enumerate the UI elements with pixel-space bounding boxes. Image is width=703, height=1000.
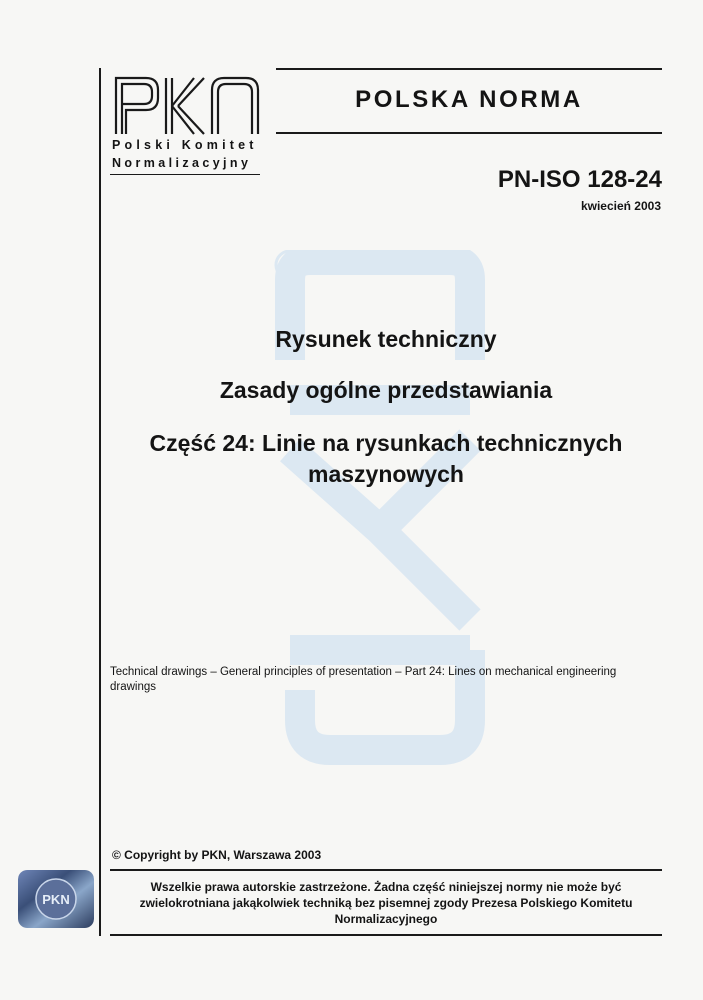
rights-notice: Wszelkie prawa autorskie zastrzeżone. Żadna część niniejszej normy nie może być zwielokrotniana jakąkolwiek techniką bez pisemnej zgody Prezesa Polskiego Komitetu Normalizacyjnego	[139, 880, 633, 926]
norma-label: POLSKA NORMA	[355, 86, 583, 113]
hologram-text: PKN	[42, 892, 70, 907]
hologram-sticker	[18, 870, 94, 928]
left-vertical-rule	[99, 68, 101, 936]
footer-bottom-rule	[110, 934, 662, 936]
top-rule	[276, 68, 662, 70]
org-name-line1: Polski Komitet	[112, 138, 258, 152]
title-line3: Część 24: Linie na rysunkach technicznych	[149, 430, 623, 456]
footer-top-rule	[110, 869, 662, 871]
english-title: Technical drawings – General principles of presentation – Part 24: Lines on mechanical engineering drawings	[110, 666, 617, 693]
title-line1: Rysunek techniczny	[275, 326, 497, 352]
logo-underline	[110, 174, 260, 175]
copyright-notice: © Copyright by PKN, Warszawa 2003	[112, 848, 322, 862]
watermark-registered-mark: ®	[282, 255, 298, 277]
standard-number: PN-ISO 128-24	[497, 166, 662, 193]
title-line2: Zasady ogólne przedstawiania	[219, 377, 553, 403]
title-line4: maszynowych	[308, 461, 464, 487]
header-rule	[276, 132, 662, 134]
pkn-logo	[112, 74, 262, 136]
org-name-line2: Normalizacyjny	[112, 156, 252, 170]
publication-date: kwiecień 2003	[580, 199, 661, 213]
